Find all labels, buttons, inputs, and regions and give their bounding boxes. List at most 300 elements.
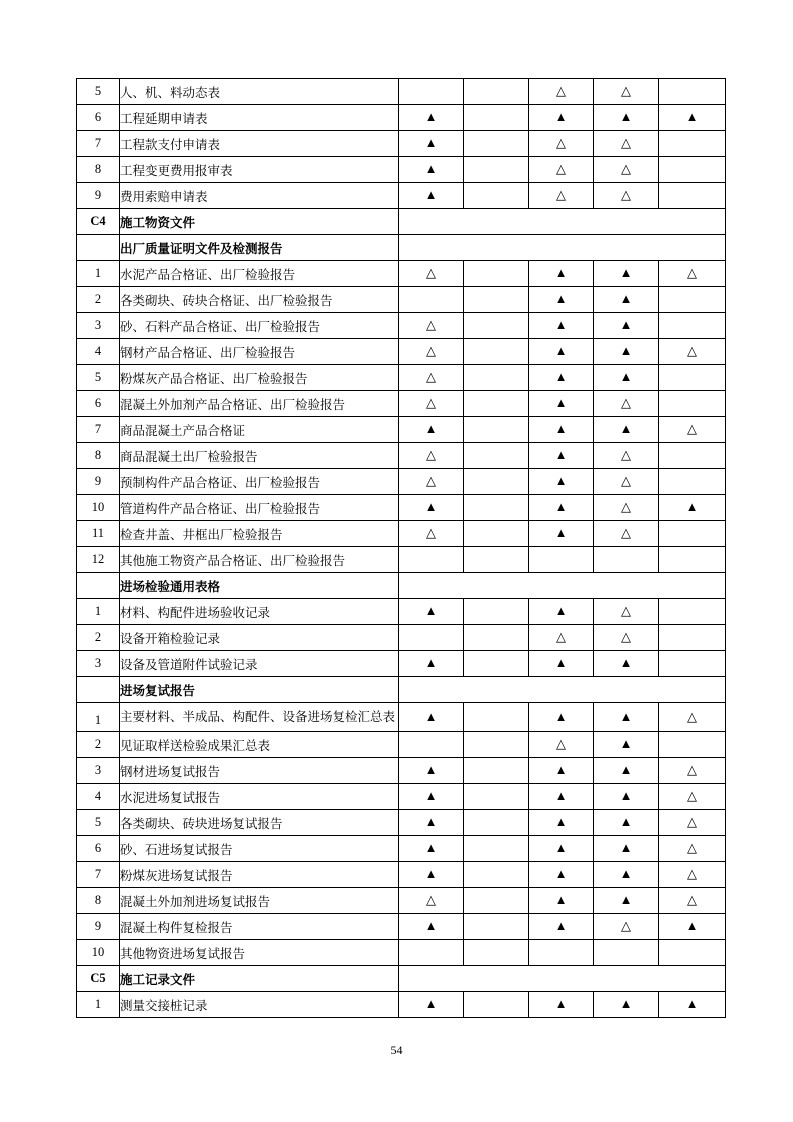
row-name-cell: 粉煤灰进场复试报告 [120, 862, 399, 888]
mark-cell [464, 183, 529, 209]
mark-cell [399, 105, 464, 131]
mark-symbol: ▲ [424, 708, 438, 724]
table-row [77, 287, 726, 313]
table-row [77, 758, 726, 784]
mark-symbol: △ [687, 814, 697, 829]
table-row [77, 469, 726, 495]
mark-cell [659, 651, 726, 677]
mark-symbol: △ [687, 788, 697, 803]
row-number-cell: 10 [77, 940, 120, 966]
mark-cell [659, 391, 726, 417]
table-row [77, 339, 726, 365]
mark-cell [464, 105, 529, 131]
row-name-cell: 施工记录文件 [120, 966, 399, 992]
mark-symbol: ▲ [424, 788, 438, 803]
mark-cell [594, 79, 659, 105]
row-number-cell: 11 [77, 521, 120, 547]
table-row [77, 417, 726, 443]
mark-cell [659, 417, 726, 443]
table-container [76, 78, 717, 1018]
mark-cell [594, 992, 659, 1018]
mark-cell [399, 547, 464, 573]
mark-symbol: ▲ [619, 317, 633, 332]
mark-cell [594, 784, 659, 810]
row-number-cell: 2 [77, 287, 120, 313]
mark-symbol: ▲ [619, 109, 633, 124]
table-body [77, 79, 726, 1018]
subsection-blank-cell [399, 235, 726, 261]
row-name-cell: 工程变更费用报审表 [120, 157, 399, 183]
mark-symbol: ▲ [424, 109, 438, 124]
row-number-cell: 7 [77, 131, 120, 157]
row-number-cell: 1 [77, 703, 120, 732]
mark-cell [399, 651, 464, 677]
mark-cell [594, 625, 659, 651]
table-row [77, 784, 726, 810]
row-name-cell: 进场检验通用表格 [120, 573, 399, 599]
mark-cell [659, 547, 726, 573]
table-row [77, 862, 726, 888]
mark-symbol: ▲ [619, 840, 633, 855]
mark-cell [594, 521, 659, 547]
mark-cell [529, 940, 594, 966]
mark-cell [594, 365, 659, 391]
mark-cell [399, 417, 464, 443]
mark-cell [464, 521, 529, 547]
mark-symbol: ▲ [554, 421, 568, 436]
row-number-cell: 1 [77, 599, 120, 625]
mark-symbol: △ [556, 135, 566, 150]
row-number-cell: 7 [77, 417, 120, 443]
mark-cell [399, 992, 464, 1018]
mark-symbol: ▲ [424, 840, 438, 855]
mark-symbol: ▲ [554, 369, 568, 384]
mark-cell [399, 521, 464, 547]
mark-symbol: ▲ [554, 708, 568, 724]
mark-symbol: △ [556, 736, 566, 751]
row-number-cell: 7 [77, 862, 120, 888]
mark-cell [659, 732, 726, 758]
mark-cell [659, 495, 726, 521]
row-number-cell: 6 [77, 105, 120, 131]
row-number-cell: 1 [77, 992, 120, 1018]
mark-cell [659, 784, 726, 810]
mark-cell [594, 810, 659, 836]
table-row [77, 732, 726, 758]
row-name-cell: 各类砌块、砖块合格证、出厂检验报告 [120, 287, 399, 313]
row-name-text: 主要材料、半成品、构配件、设备进场复检汇总表 [120, 709, 396, 724]
mark-symbol: ▲ [424, 135, 438, 150]
row-name-cell: 进场复试报告 [120, 677, 399, 703]
table-row [77, 599, 726, 625]
mark-cell [659, 79, 726, 105]
mark-symbol: ▲ [619, 814, 633, 829]
mark-cell [529, 79, 594, 105]
mark-symbol: ▲ [424, 866, 438, 881]
mark-cell [594, 157, 659, 183]
mark-cell [659, 888, 726, 914]
mark-cell [399, 810, 464, 836]
table-row [77, 810, 726, 836]
mark-cell [529, 287, 594, 313]
mark-cell [464, 495, 529, 521]
table-row [77, 677, 726, 703]
mark-symbol: △ [426, 265, 436, 280]
row-name-cell: 见证取样送检验成果汇总表 [120, 732, 399, 758]
row-number-cell: 3 [77, 313, 120, 339]
mark-cell [659, 365, 726, 391]
table-row [77, 992, 726, 1018]
mark-cell [464, 862, 529, 888]
row-number-cell: 3 [77, 758, 120, 784]
mark-cell [399, 732, 464, 758]
mark-cell [594, 758, 659, 784]
table-row [77, 131, 726, 157]
row-name-cell: 各类砌块、砖块进场复试报告 [120, 810, 399, 836]
mark-cell [464, 732, 529, 758]
mark-cell [399, 703, 464, 732]
table-row [77, 521, 726, 547]
table-row [77, 391, 726, 417]
row-number-cell: 5 [77, 79, 120, 105]
table-row [77, 313, 726, 339]
mark-cell [464, 914, 529, 940]
mark-cell [529, 547, 594, 573]
mark-cell [464, 391, 529, 417]
table-row [77, 914, 726, 940]
mark-symbol: △ [621, 525, 631, 540]
mark-symbol: ▲ [619, 265, 633, 280]
mark-symbol: ▲ [619, 421, 633, 436]
mark-symbol: ▲ [685, 499, 699, 514]
mark-cell [464, 758, 529, 784]
mark-cell [464, 261, 529, 287]
mark-symbol: △ [621, 473, 631, 488]
subsection-blank-cell [399, 677, 726, 703]
mark-symbol: ▲ [554, 291, 568, 306]
row-name-cell: 商品混凝土出厂检验报告 [120, 443, 399, 469]
row-name-cell: 工程款支付申请表 [120, 131, 399, 157]
mark-cell [399, 183, 464, 209]
mark-symbol: ▲ [424, 499, 438, 514]
mark-symbol: △ [426, 395, 436, 410]
table-row [77, 183, 726, 209]
table-row [77, 209, 726, 235]
mark-symbol: △ [621, 447, 631, 462]
row-number-cell [77, 677, 120, 703]
mark-symbol: ▲ [619, 655, 633, 670]
mark-cell [659, 105, 726, 131]
mark-cell [659, 469, 726, 495]
mark-cell [529, 810, 594, 836]
mark-cell [659, 940, 726, 966]
mark-cell [594, 391, 659, 417]
mark-cell [399, 79, 464, 105]
mark-cell [529, 703, 594, 732]
mark-cell [529, 443, 594, 469]
mark-symbol: ▲ [554, 265, 568, 280]
mark-cell [529, 888, 594, 914]
mark-cell [659, 992, 726, 1018]
mark-cell [659, 836, 726, 862]
mark-cell [399, 443, 464, 469]
mark-symbol: △ [687, 265, 697, 280]
mark-cell [529, 391, 594, 417]
mark-cell [399, 758, 464, 784]
row-name-cell: 混凝土外加剂产品合格证、出厂检验报告 [120, 391, 399, 417]
mark-symbol: ▲ [619, 788, 633, 803]
mark-cell [464, 888, 529, 914]
mark-cell [399, 131, 464, 157]
mark-cell [594, 417, 659, 443]
page-number: 54 [390, 1043, 403, 1057]
table-row [77, 651, 726, 677]
mark-cell [464, 625, 529, 651]
row-number-cell: 10 [77, 495, 120, 521]
row-name-cell: 水泥进场复试报告 [120, 784, 399, 810]
row-name-cell: 出厂质量证明文件及检测报告 [120, 235, 399, 261]
mark-cell [659, 261, 726, 287]
row-name-cell: 其他施工物资产品合格证、出厂检验报告 [120, 547, 399, 573]
mark-cell [399, 365, 464, 391]
mark-cell [659, 131, 726, 157]
mark-cell [529, 313, 594, 339]
mark-symbol: △ [556, 629, 566, 644]
mark-cell [529, 521, 594, 547]
mark-cell [529, 651, 594, 677]
row-name-cell: 费用索赔申请表 [120, 183, 399, 209]
table-row [77, 625, 726, 651]
mark-cell [594, 914, 659, 940]
mark-cell [529, 599, 594, 625]
mark-cell [529, 625, 594, 651]
mark-cell [399, 495, 464, 521]
mark-symbol: △ [426, 473, 436, 488]
mark-symbol: ▲ [619, 369, 633, 384]
row-number-cell [77, 235, 120, 261]
mark-symbol: ▲ [619, 736, 633, 751]
table-row [77, 443, 726, 469]
mark-symbol: △ [687, 840, 697, 855]
mark-symbol: ▲ [554, 840, 568, 855]
mark-symbol: △ [426, 447, 436, 462]
mark-cell [529, 183, 594, 209]
mark-symbol: ▲ [424, 187, 438, 202]
mark-cell [659, 625, 726, 651]
row-name-cell: 其他物资进场复试报告 [120, 940, 399, 966]
row-number-cell: 1 [77, 261, 120, 287]
mark-cell [594, 703, 659, 732]
row-name-cell: 检查井盖、井框出厂检验报告 [120, 521, 399, 547]
mark-symbol: △ [687, 866, 697, 881]
row-number-cell: 6 [77, 391, 120, 417]
row-name-cell: 砂、石进场复试报告 [120, 836, 399, 862]
mark-cell [594, 940, 659, 966]
mark-symbol: ▲ [554, 473, 568, 488]
mark-symbol: ▲ [554, 447, 568, 462]
mark-cell [399, 599, 464, 625]
mark-cell [659, 287, 726, 313]
row-number-cell: 8 [77, 443, 120, 469]
mark-symbol: ▲ [619, 708, 633, 724]
mark-cell [529, 914, 594, 940]
table-row [77, 261, 726, 287]
row-name-cell: 测量交接桩记录 [120, 992, 399, 1018]
mark-cell [399, 836, 464, 862]
mark-cell [659, 862, 726, 888]
mark-cell [594, 862, 659, 888]
mark-cell [529, 758, 594, 784]
mark-cell [399, 784, 464, 810]
mark-cell [594, 131, 659, 157]
table-row [77, 940, 726, 966]
mark-cell [529, 365, 594, 391]
table-row [77, 703, 726, 732]
mark-symbol: △ [621, 629, 631, 644]
mark-symbol: ▲ [424, 996, 438, 1011]
mark-cell [659, 313, 726, 339]
mark-cell [464, 651, 529, 677]
mark-symbol: △ [621, 187, 631, 202]
table-row [77, 235, 726, 261]
table-row [77, 105, 726, 131]
mark-symbol: ▲ [554, 525, 568, 540]
mark-symbol: ▲ [554, 892, 568, 907]
row-name-cell: 施工物资文件 [120, 209, 399, 235]
mark-cell [399, 940, 464, 966]
mark-cell [464, 784, 529, 810]
table-row [77, 365, 726, 391]
row-name-cell: 设备开箱检验记录 [120, 625, 399, 651]
table-row [77, 79, 726, 105]
mark-cell [529, 417, 594, 443]
mark-cell [399, 888, 464, 914]
mark-cell [464, 599, 529, 625]
mark-symbol: ▲ [554, 918, 568, 933]
mark-symbol: △ [621, 603, 631, 618]
mark-cell [594, 183, 659, 209]
mark-symbol: ▲ [424, 918, 438, 933]
mark-symbol: △ [556, 83, 566, 98]
mark-symbol: △ [426, 317, 436, 332]
mark-cell [659, 521, 726, 547]
mark-cell [659, 758, 726, 784]
mark-cell [464, 313, 529, 339]
row-number-cell: 12 [77, 547, 120, 573]
mark-cell [659, 599, 726, 625]
mark-cell [594, 105, 659, 131]
row-number-cell: 5 [77, 365, 120, 391]
mark-cell [659, 443, 726, 469]
row-number-cell: 8 [77, 888, 120, 914]
table-row [77, 966, 726, 992]
mark-cell [464, 547, 529, 573]
mark-symbol: ▲ [619, 996, 633, 1011]
mark-cell [659, 810, 726, 836]
row-name-cell: 商品混凝土产品合格证 [120, 417, 399, 443]
row-name-cell: 混凝土构件复检报告 [120, 914, 399, 940]
mark-cell [659, 183, 726, 209]
mark-cell [464, 992, 529, 1018]
row-name-cell: 材料、构配件进场验收记录 [120, 599, 399, 625]
mark-cell [399, 862, 464, 888]
mark-cell [464, 157, 529, 183]
mark-symbol: ▲ [685, 996, 699, 1011]
mark-cell [594, 443, 659, 469]
mark-symbol: △ [687, 421, 697, 436]
mark-cell [529, 992, 594, 1018]
row-name-cell: 混凝土外加剂进场复试报告 [120, 888, 399, 914]
mark-symbol: △ [621, 135, 631, 150]
section-blank-cell [399, 209, 726, 235]
row-number-cell: 9 [77, 914, 120, 940]
row-name-cell: 预制构件产品合格证、出厂检验报告 [120, 469, 399, 495]
mark-symbol: △ [621, 918, 631, 933]
mark-cell [399, 339, 464, 365]
mark-symbol: △ [556, 161, 566, 176]
row-number-cell: 8 [77, 157, 120, 183]
mark-cell [594, 287, 659, 313]
row-name-cell: 钢材产品合格证、出厂检验报告 [120, 339, 399, 365]
mark-symbol: ▲ [619, 892, 633, 907]
mark-cell [529, 862, 594, 888]
mark-symbol: ▲ [619, 762, 633, 777]
row-number-cell: 5 [77, 810, 120, 836]
table-row [77, 573, 726, 599]
mark-symbol: △ [687, 708, 697, 724]
mark-symbol: ▲ [619, 343, 633, 358]
mark-cell [399, 261, 464, 287]
mark-cell [529, 469, 594, 495]
mark-cell [464, 131, 529, 157]
mark-symbol: △ [426, 343, 436, 358]
mark-symbol: ▲ [554, 814, 568, 829]
mark-symbol: ▲ [554, 603, 568, 618]
mark-cell [594, 313, 659, 339]
row-name-cell: 人、机、料动态表 [120, 79, 399, 105]
mark-cell [464, 417, 529, 443]
table-row [77, 157, 726, 183]
row-name-cell: 水泥产品合格证、出厂检验报告 [120, 261, 399, 287]
mark-symbol: ▲ [554, 317, 568, 332]
mark-symbol: △ [621, 395, 631, 410]
archive-catalog-table [76, 78, 726, 1018]
mark-cell [464, 443, 529, 469]
mark-symbol: △ [621, 83, 631, 98]
row-number-cell: C5 [77, 966, 120, 992]
mark-cell [594, 495, 659, 521]
mark-cell [399, 914, 464, 940]
row-number-cell: 4 [77, 784, 120, 810]
mark-cell [464, 365, 529, 391]
mark-symbol: ▲ [424, 814, 438, 829]
mark-cell [594, 836, 659, 862]
mark-cell [594, 651, 659, 677]
mark-symbol: ▲ [554, 343, 568, 358]
mark-cell [594, 339, 659, 365]
mark-symbol: ▲ [554, 788, 568, 803]
row-name-cell: 管道构件产品合格证、出厂检验报告 [120, 495, 399, 521]
mark-cell [399, 625, 464, 651]
row-name-cell: 工程延期申请表 [120, 105, 399, 131]
mark-symbol: △ [621, 499, 631, 514]
mark-cell [399, 313, 464, 339]
mark-cell [399, 391, 464, 417]
mark-cell [464, 703, 529, 732]
mark-cell [529, 157, 594, 183]
mark-symbol: △ [687, 762, 697, 777]
mark-symbol: △ [426, 369, 436, 384]
